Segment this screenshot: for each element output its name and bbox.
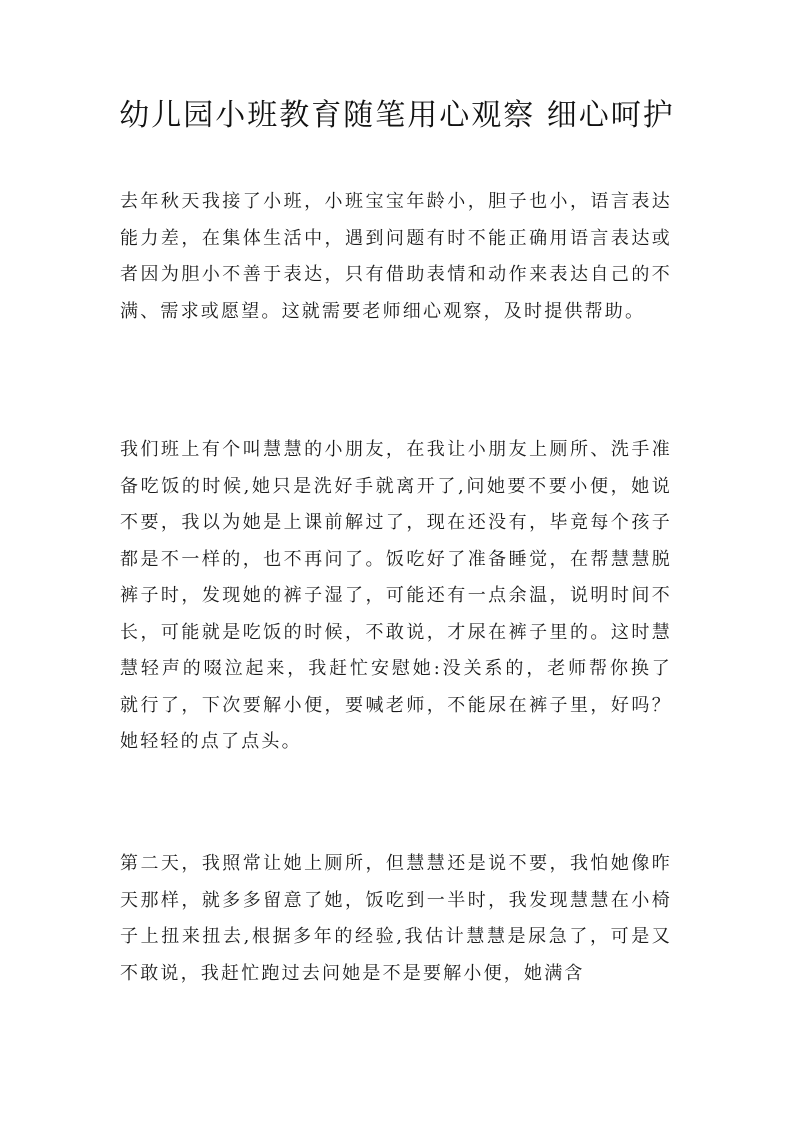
paragraph-1: 去年秋天我接了小班，小班宝宝年龄小，胆子也小，语言表达能力差，在集体生活中，遇到问题有时不能正确用语言表达或者因为胆小不善于表达，只有借助表情和动作来表达自己的不满、需求或愿望。这就需要老师细心观察，及时提供帮助。 — [120, 191, 672, 322]
document-title: 幼儿园小班教育随笔用心观察 细心呵护 — [119, 98, 675, 133]
paragraph-2: 我们班上有个叫慧慧的小朋友，在我让小朋友上厕所、洗手准备吃饭的时候,她只是洗好手就离开了,问她要不要小便，她说不要，我以为她是上课前解过了，现在还没有，毕竟每个孩子都是不一样的，也不再问了。饭吃好了准备睡觉，在帮慧慧脱裤子时，发现她的裤子湿了，可能还有一点余温，说明时间不长，可能就是吃饭的时候，不敢说，才尿在裤子里的。这时慧慧轻声的啜泣起来，我赶忙安慰她:没关系的，老师帮你换了就行了，下次要解小便，要喊老师，不能尿在裤子里，好吗？她轻轻的点了点头。 — [120, 439, 672, 752]
paragraph-3: 第二天，我照常让她上厕所，但慧慧还是说不要，我怕她像昨天那样，就多多留意了她，饭吃到一半时，我发现慧慧在小椅子上扭来扭去,根据多年的经验,我估计慧慧是尿急了，可是又不敢说，我赶忙跑过去问她是不是要解小便，她满含 — [120, 853, 672, 984]
